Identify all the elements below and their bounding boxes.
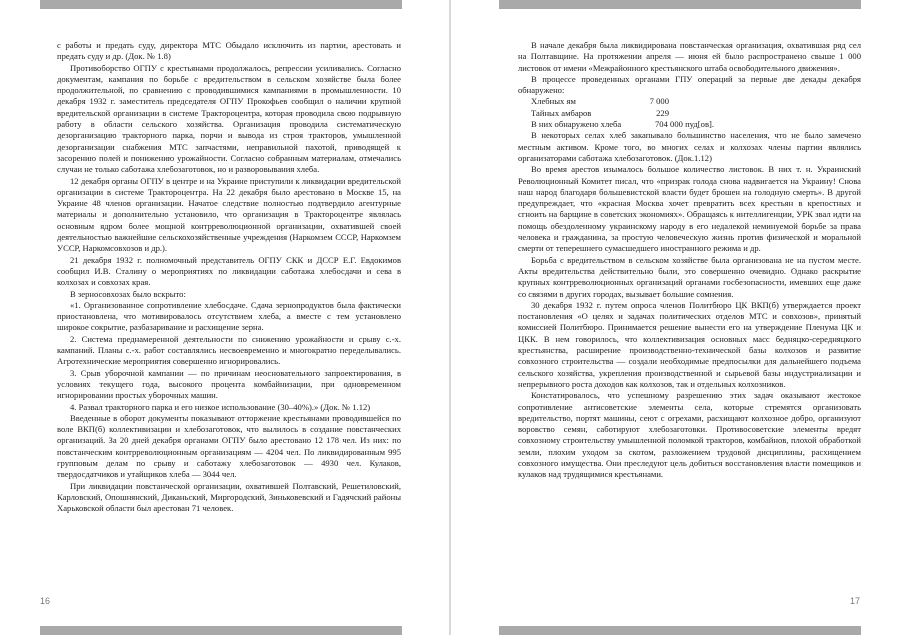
right-page [451,0,900,635]
paragraph: Противоборство ОГПУ с крестьянами продолжалось, репрессии усиливались. Согласно документам, кампания по борьбе с вредительством в сельском хозяйстве была более продолжительной, по сравнению с проводившимися кампаниями в промышленности. 10 декабря 1932 г. заместитель председателя ОГПУ Прокофьев сообщил о наличии крупной вредительской организации в системе Трактороцентра, которая проводила свою подрывную работу в области сельского хозяйства. Организация проводила систематическую дезорганизацию тракторного парка, порчи и вывода из строя тракторов, умышленной дезорганизации снабжения МТС запчастями, неправильной пахотой, приводящей к засорению полей и понижению урожайности. Согласно собранным материалам, отмечались случаи не только саботажа хлебозаготовок, но и разворовывания хлеба. [57,62,401,175]
paragraph: с работы и предать суду, директора МТС Обыдало исключить из партии, арестовать и предать суду и др. (Док. № 1.8) [57,40,401,62]
paragraph: 3. Срыв уборочной кампании — по причинам неосновательного запроектирования, в условиях текущего года, высокого процента комбайнизации, при одновременном игнорировании простых уборочных машин. [57,367,401,401]
paragraph: 2. Система преднамеренной деятельности по снижению урожайности и срыву с.-х. кампаний. Планы с.-х. работ составлялись несвоевременно и многократно переделывались. Агротехнические мероприятия совершенно игнорировались. [57,333,401,367]
right-page-text [518,40,861,481]
paragraph: 30 декабря 1932 г. путем опроса членов Политбюро ЦК ВКП(б) утверждается проект постановления «О целях и задачах политических отделов МТС и совхозов», принятый комиссией Политбюро. Принимается решение вынести его на утверждение Пленума ЦК и ЦКК. В нем говорилось, что коллективизация основных масс бедняцко-середняцкого крестьянства, расширение производственно-технической базы колхозов и развитие совхозного строительства — создали необходимые предпосылки для дальнейшего подъема сельского хозяйства, укрепления производственной и сырьевой базы индустриализации и непрерывного роста доходов как колхозов, так и отдельных колхозников. [518,299,861,389]
findings-value: 7 000 [649,96,669,107]
findings-row [531,96,861,107]
bottom-decor-bar [499,626,861,635]
paragraph: 4. Развал тракторного парка и его низкое использование (30–40%).» (Док. № 1.12) [70,401,371,412]
findings-list [531,96,861,130]
paragraph: При ликвидации повстанческой организации, охватившей Полтавский, Решетиловский, Карловский, Опошнянский, Диканьский, Миргородский, Зиньковевский и Гадячский районы Харьковской области был арестован 71 человек. [57,480,401,514]
findings-value: 229 [656,107,669,118]
page-number: 16 [40,596,51,606]
paragraph: «1. Организованное сопротивление хлебосдаче. Сдача зернопродуктов была фактически приостановлена, что мотивировалось отсутствием хлеба, а вместе с тем установлено широкое сокрытие, разбазаривание и расхищение зерна. [57,299,401,333]
findings-label: Тайных амбаров [531,107,592,118]
paragraph: 21 декабря 1932 г. полномочный представитель ОГПУ СКК и ДССР Е.Г. Евдокимов сообщил И.В. Сталину о мероприятиях по ликвидации саботажа хлебосдачи и сева в колхозах и совхозах края. [57,254,401,288]
bottom-decor-bar [40,626,402,635]
findings-label: Хлебных ям [531,96,576,107]
paragraph: В начале декабря была ликвидирована повстанческая организация, охватившая ряд сел на Полтавщине. На протяжении апреля — июня ей было распространено свыше 1 000 листовок от имени «Межрайонного крестьянского штаба освободительного движения». [518,40,861,73]
paragraph: Борьба с вредительством в сельском хозяйстве была организована не на пустом месте. Акты вредительства действительно были, это совершенно очевидно. Однако раскрытие крупных контрреволюционных организаций органами госбезопасности, имевших еще даже со связями в других городах, вызывает большие сомнения. [518,254,861,299]
findings-value: 704 000 пуд[ов]. [655,119,715,130]
findings-label: В них обнаружено хлеба [531,119,622,130]
paragraph: В зерносовхозах было вскрыто: [70,288,186,299]
findings-row [531,108,861,119]
top-decor-bar [499,0,861,9]
paragraph: Введенные в оборот документы показывают отторжение крестьянами проводившейся по воле ВКП(б) коллективизации и хлебозаготовок, что вылилось в создание повстанческих организаций. За 20 дней декабря органами ОГПУ было арестовано 12 178 чел. Из них: по повстанческим контрреволюционным организациям — 4204 чел. По ликвидированным 995 групповым делам по срыву и саботажу хлебозаготовок — 4930 чел. Кулаков, твердосдатчиков и утайщиков хлеба — 3044 чел. [57,412,401,480]
findings-row [531,119,861,130]
left-page-text [57,40,401,514]
paragraph: Во время арестов изымалось большое количество листовок. В них т. н. Украинский Революционный Комитет писал, что «призрак голода снова надвигается на Украину! Снова наш народ благодаря большевистской власти будет брошен на голодную смерть». В другой предупреждает, что «красная Москва хочет превратить всех крестьян в крепостных и сгноить на барщине в советских экономиях». Обращаясь к интеллигенции, УРК звал идти на помощь обездоленному украинскому народу в его недалекой неминуемой борьбе за права человека и гражданина, за простую человеческую жизнь против физической и моральной смерти от теперешнего сумасшедшего иностранного режима и др. [518,164,861,254]
paragraph: 12 декабря органы ОГПУ в центре и на Украине приступили к ликвидации вредительской организации в системе Трактороцентра. На 22 декабря было арестовано в Москве 15, на Украине 48 членов организации. Начатое следствие полностью подтвердило агентурные материалы и дополнительно установило, что организация в Трактороцентре являлась основным ядром более мощной контрреволюционной организации, охватившей своей деятельностью важнейшие сельскохозяйственные учреждения (Наркомзем СССР, Наркомзем УССР, Наркомсовхозов и др.). [57,175,401,254]
paragraph: В некоторых селах хлеб закапывало большинство населения, что не было замечено местным активом. Кроме того, во многих селах и колхозах члены партии являлись организаторами саботажа хлебозаготовок. (Док.1.12) [518,130,861,163]
left-page [0,0,449,635]
top-decor-bar [40,0,402,9]
paragraph: Констатировалось, что успешному разрешению этих задач оказывают жестокое сопротивление антисоветские элементы села, которые стремятся организовать вредительство, портят машины, сеют с огрехами, расхищают колхозное добро, организуют воровство семян, саботируют хлебозаготовки. Противосоветские элементы вредят совхозному строительству умышленной поломкой тракторов, комбайнов, плохой обработкой земли, плохим уходом за скотом, разложением трудовой дисциплины, расхищением совхозного имущества. Они преследуют цель добиться восстановления власти помещиков и кулаков над трудящимися крестьянами. [518,390,861,480]
page-number: 17 [850,596,861,606]
paragraph: В процессе проведенных органами ГПУ операций за первые две декады декабря обнаружено: [518,73,861,96]
